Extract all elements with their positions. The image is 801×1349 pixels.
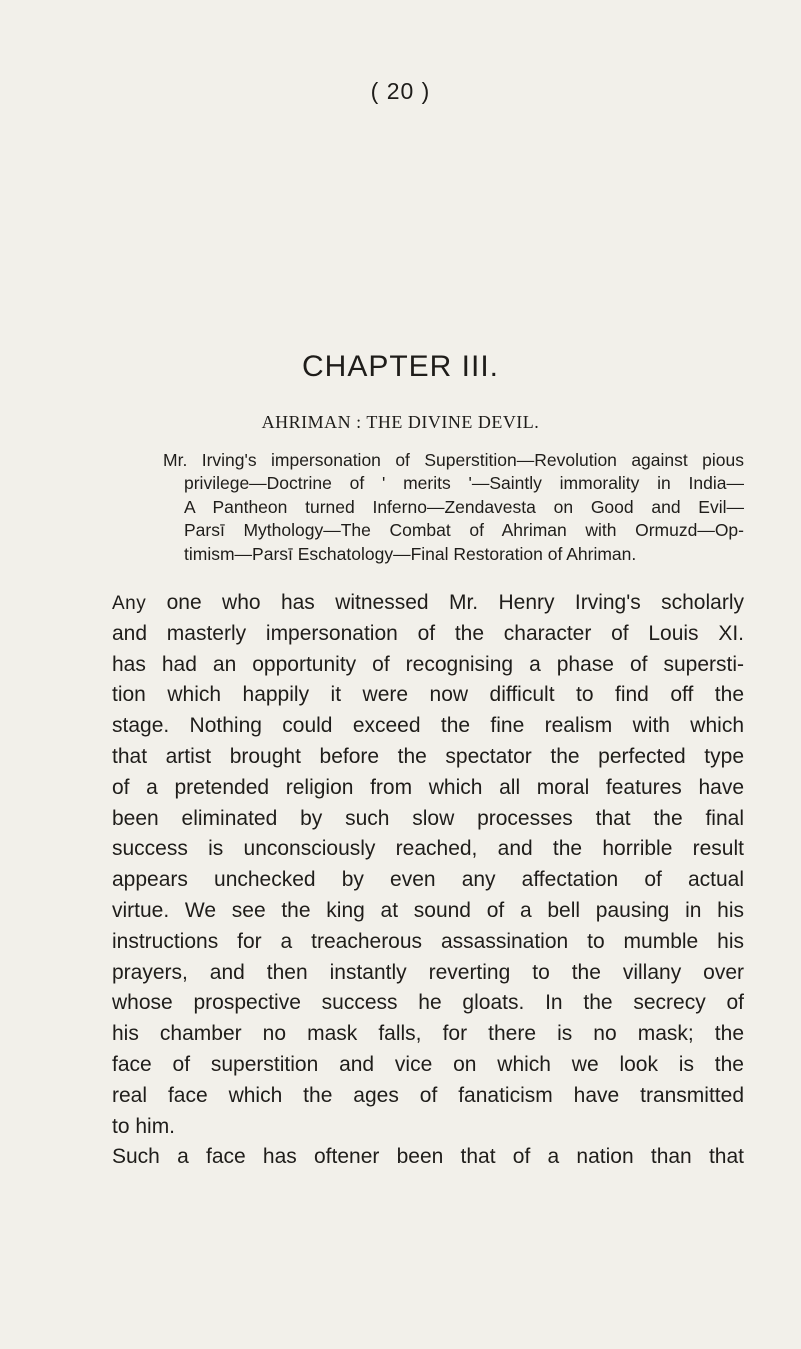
body-line: his chamber no mask falls, for there is no mask; the <box>112 1022 744 1046</box>
body-line: face of superstition and vice on which we look is the <box>112 1052 744 1076</box>
body-line: to him. <box>112 1114 176 1138</box>
body-line: tion which happily it were now difficult to find off the <box>112 683 744 707</box>
body-line: virtue. We see the king at sound of a bell pausing in his <box>112 898 744 922</box>
body-line: that artist brought before the spectator the perfected type <box>112 744 744 768</box>
body-line: of a pretended religion from which all moral features have <box>112 775 744 799</box>
body-line: has had an opportunity of recognising a phase of supersti- <box>112 652 744 676</box>
body-line <box>112 588 744 619</box>
synopsis-line: A Pantheon turned Inferno—Zendavesta on Good and Evil— <box>184 496 744 517</box>
body-line: real face which the ages of fanaticism have transmitted <box>112 1083 744 1107</box>
body-line: instructions for a treacherous assassination to mumble his <box>112 929 744 953</box>
synopsis-line: timism—Parsī Eschatology—Final Restoration of Ahriman. <box>184 543 637 564</box>
body-line: whose prospective success he gloats. In the secrecy of <box>112 991 744 1015</box>
synopsis-line: privilege—Doctrine of ' merits '—Saintly immorality in India— <box>184 473 744 494</box>
page-number: ( 20 ) <box>370 78 431 104</box>
body-line: and masterly impersonation of the character of Louis XI. <box>112 621 744 645</box>
body-line: success is unconsciously reached, and the horrible result <box>112 837 744 861</box>
body-line: Such a face has oftener been that of a nation than that <box>112 1145 744 1169</box>
body-line: stage. Nothing could exceed the fine realism with which <box>112 714 744 738</box>
chapter-subtitle: AHRIMAN : THE DIVINE DEVIL. <box>261 412 540 432</box>
opening-word: Any <box>112 593 147 614</box>
body-text <box>112 588 744 1173</box>
synopsis-line: Parsī Mythology—The Combat of Ahriman with Ormuzd—Op- <box>184 520 744 541</box>
body-line: prayers, and then instantly reverting to the villany over <box>112 960 744 984</box>
chapter-title: CHAPTER III. <box>301 350 500 383</box>
chapter-synopsis <box>163 449 744 566</box>
body-line: been eliminated by such slow processes that the final <box>112 806 744 830</box>
body-line-text: one who has witnessed Mr. Henry Irving's scholarly <box>146 591 744 614</box>
synopsis-line: Mr. Irving's impersonation of Superstition—Revolution against pious <box>163 450 744 470</box>
body-line: appears unchecked by even any affectation of actual <box>112 868 744 892</box>
